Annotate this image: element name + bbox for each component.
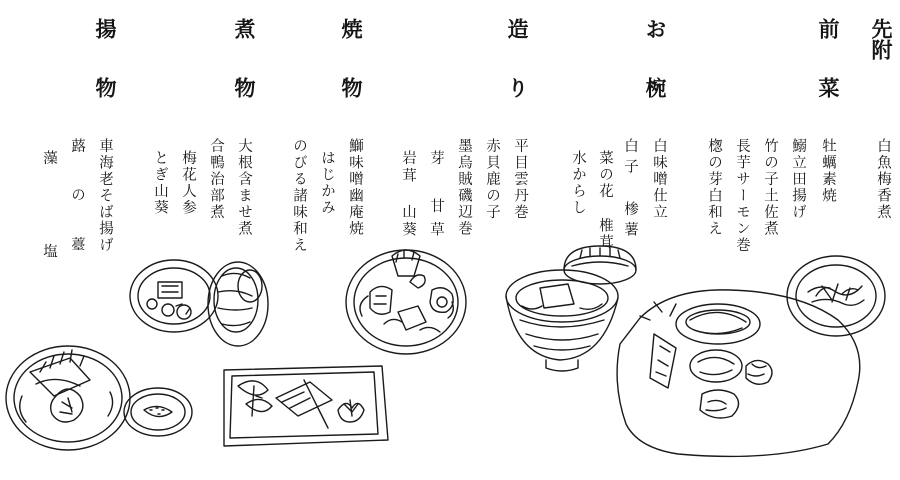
agemono-item: 蕗の薹 bbox=[69, 138, 85, 253]
owan-item: 白子 椮薯 bbox=[622, 138, 638, 238]
tsukuri-item: 芽 甘草 bbox=[428, 150, 444, 238]
owan-item: 水からし bbox=[570, 150, 586, 216]
agemono-item: 藻 塩 bbox=[41, 150, 57, 260]
heading-nimono: 煮物 bbox=[232, 18, 257, 136]
agemono-plate bbox=[6, 346, 192, 450]
zensai-item: 長芋サーモン巻 bbox=[734, 138, 750, 254]
nimono-item: 合鴨治部煮 bbox=[208, 138, 224, 221]
agemono-item: 車海老そば揚げ bbox=[97, 138, 113, 254]
zensai-item: 牡蠣素焼 bbox=[820, 138, 836, 204]
nimono-item: 大根含ませ煮 bbox=[236, 138, 252, 237]
heading-sakizuke: 先附 bbox=[869, 18, 894, 60]
zensai-item: 楤の芽白和え bbox=[706, 138, 722, 237]
yakimono-item: はじかみ bbox=[319, 150, 335, 216]
yakimono-item: 鰤味噌幽庵焼 bbox=[347, 138, 363, 237]
tsukuri-item: 赤貝鹿の子 bbox=[484, 138, 500, 221]
tsukuri-item: 墨烏賊磯辺巻 bbox=[456, 138, 472, 237]
nimono-item: とぎ山葵 bbox=[152, 150, 168, 216]
heading-zensai: 前菜 bbox=[816, 18, 841, 136]
heading-owan: お椀 bbox=[643, 18, 668, 136]
zensai-item: 鰯立田揚げ bbox=[790, 138, 806, 221]
heading-agemono: 揚物 bbox=[93, 18, 118, 136]
heading-yakimono: 焼物 bbox=[339, 18, 364, 136]
owan-bowl bbox=[506, 246, 636, 371]
nimono-bowl bbox=[130, 260, 268, 346]
owan-item: 菜の花 椎茸 bbox=[597, 150, 613, 251]
owan-item: 白味噌仕立 bbox=[651, 138, 667, 221]
tsukuri-item: 平目雲丹巻 bbox=[512, 138, 528, 221]
tsukuri-item: 岩茸 山葵 bbox=[400, 150, 416, 238]
zensai-item: 竹の子土佐煮 bbox=[762, 138, 778, 237]
tsukuri-plate bbox=[346, 250, 466, 354]
yakimono-item: のびる諸味和え bbox=[291, 138, 307, 254]
yakimono-plate bbox=[224, 366, 388, 446]
sakizuke-item: 白魚梅香煮 bbox=[875, 138, 891, 221]
nimono-item: 梅花人参 bbox=[180, 150, 196, 216]
zensai-plate bbox=[617, 290, 860, 457]
heading-tsukuri: 造り bbox=[505, 18, 530, 136]
sakizuke-dish bbox=[787, 256, 885, 336]
